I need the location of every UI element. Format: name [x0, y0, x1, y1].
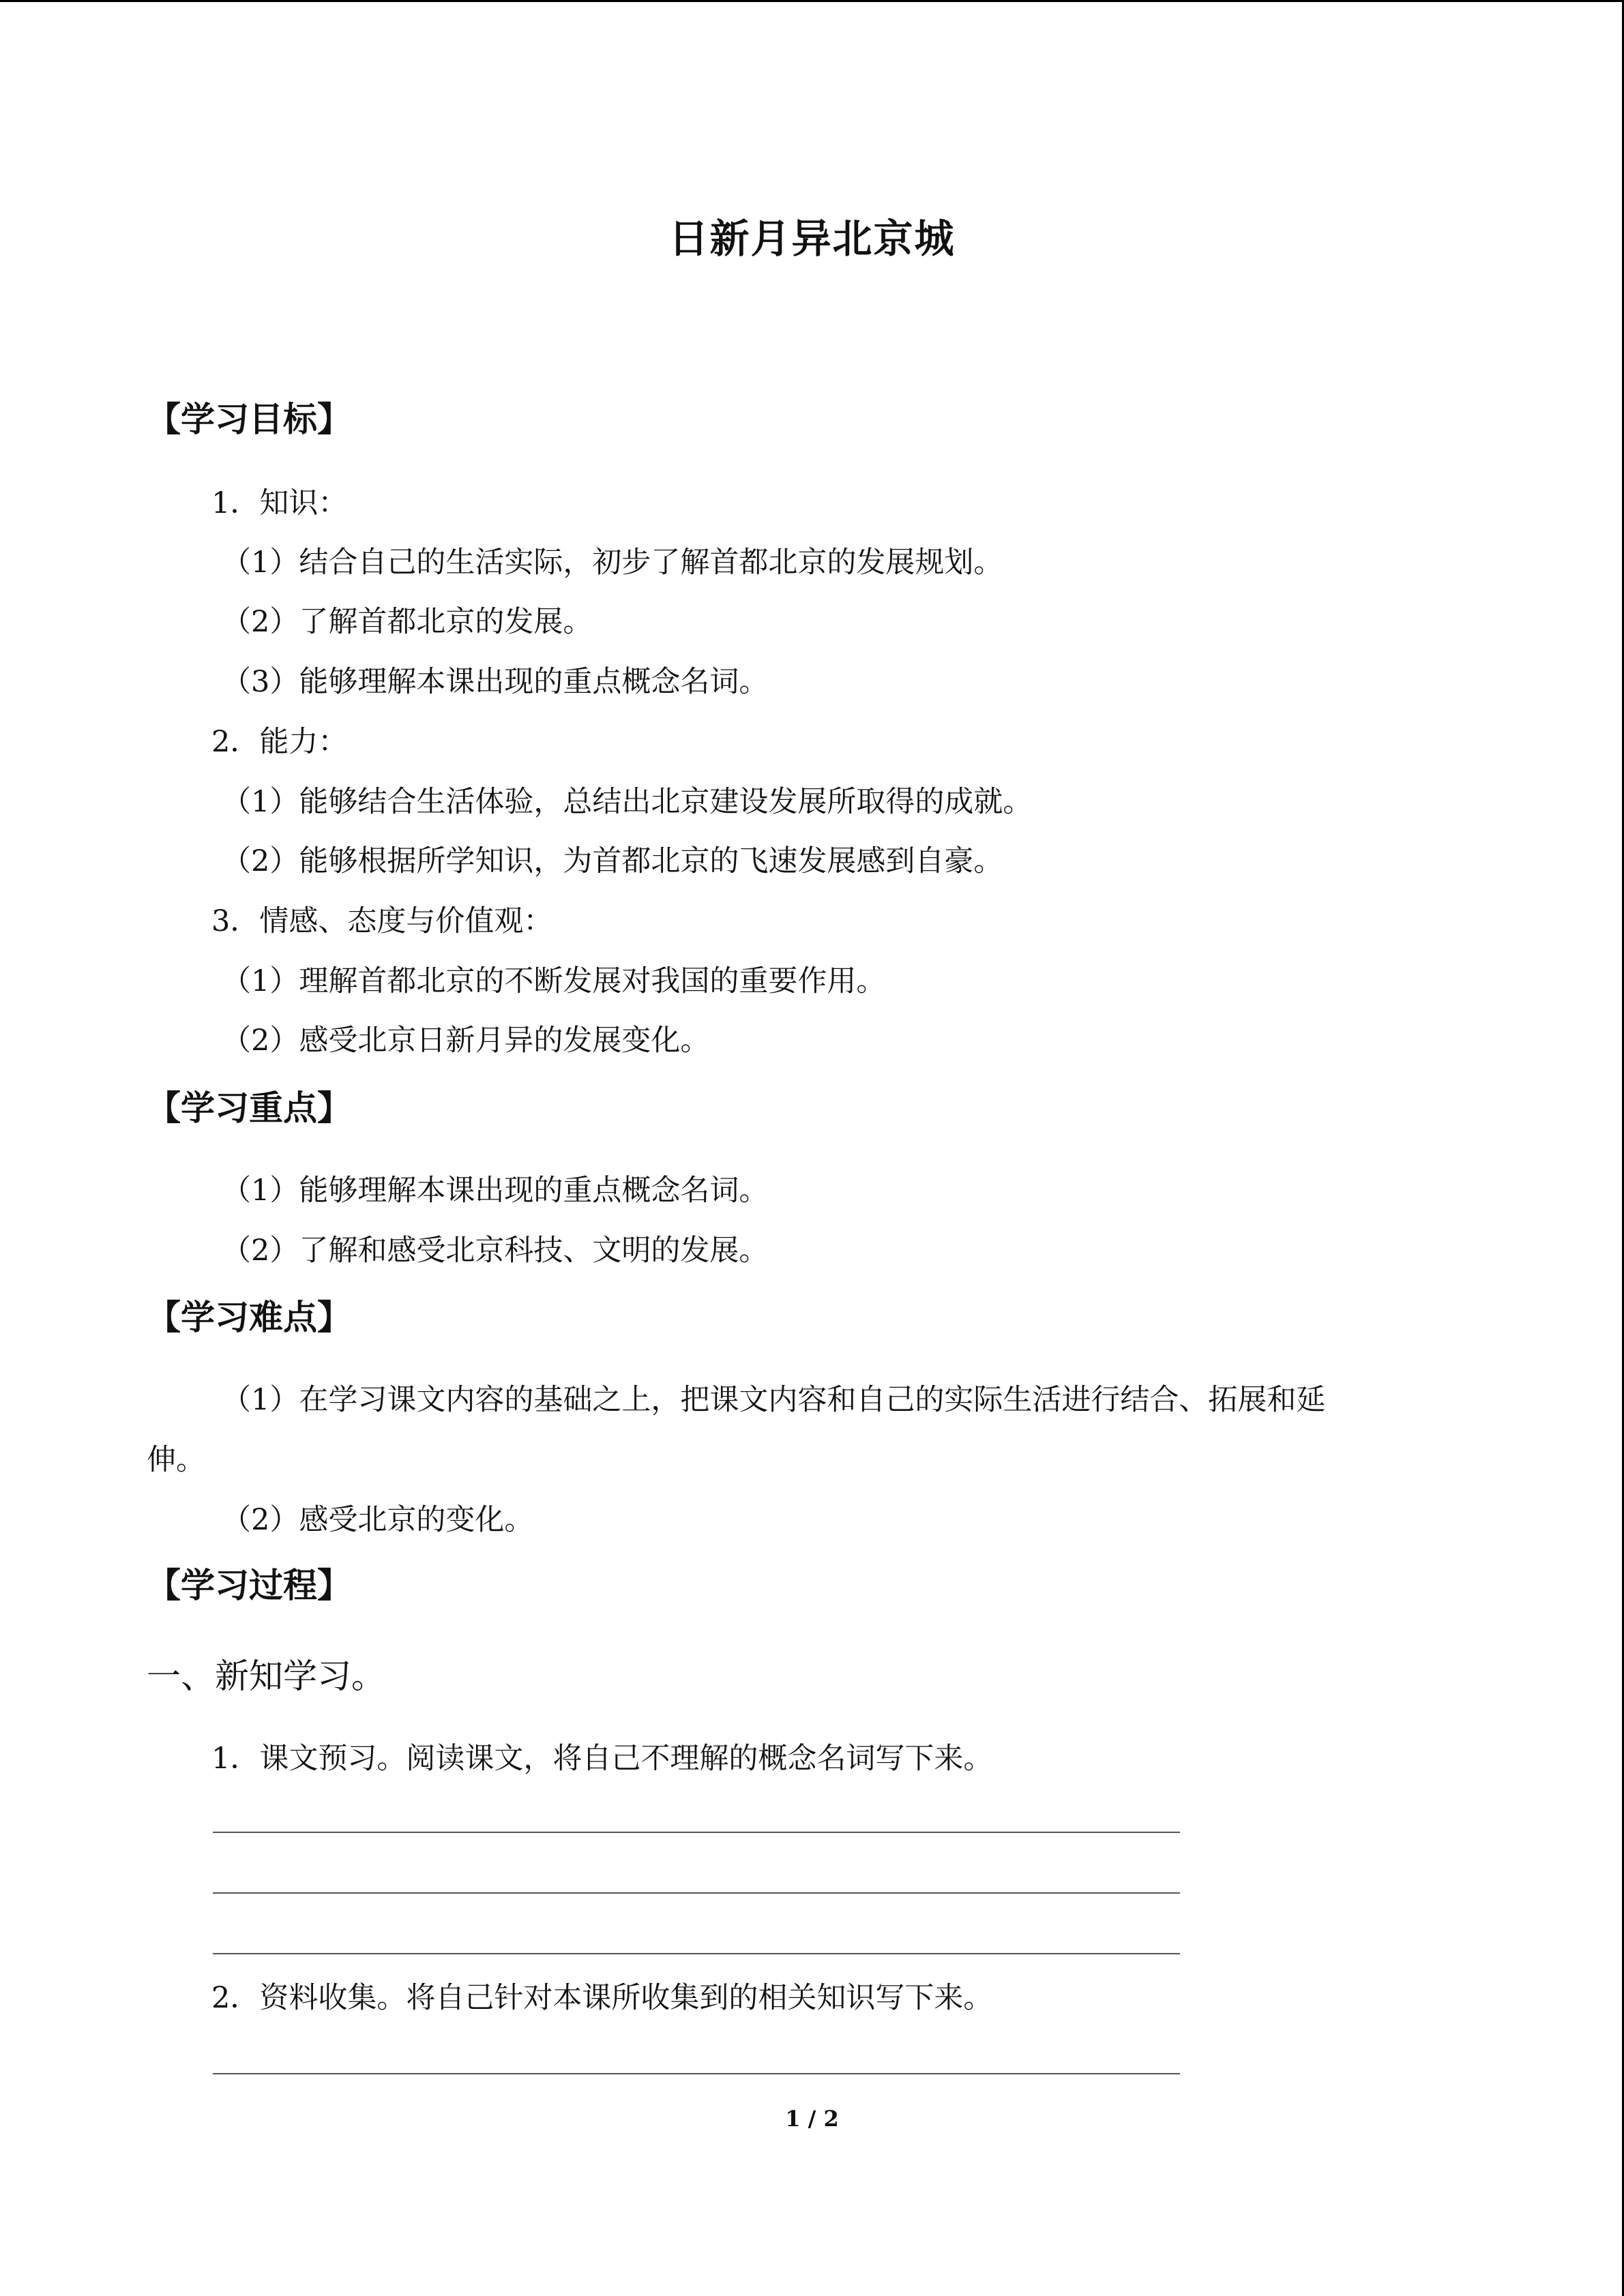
- goal-line: 1．知识：: [211, 486, 348, 520]
- goal-line: （2）感受北京日新月异的发展变化。: [222, 1024, 710, 1058]
- goal-line: （1）能够结合生活体验，总结出北京建设发展所取得的成就。: [222, 785, 1033, 819]
- task-line: 1．课文预习。阅读课文，将自己不理解的概念名词写下来。: [211, 1742, 993, 1776]
- goal-line: （2）能够根据所学知识，为首都北京的飞速发展感到自豪。: [222, 844, 1003, 878]
- goal-line: （1）结合自己的生活实际，初步了解首都北京的发展规划。: [222, 546, 1003, 580]
- answer-blank-line[interactable]: [213, 1892, 1180, 1894]
- difficulty-line: （2）感受北京的变化。: [222, 1503, 534, 1537]
- section-heading-key-points: 【学习重点】: [147, 1088, 351, 1128]
- section-heading-goals: 【学习目标】: [147, 400, 351, 439]
- section-heading-difficulties: 【学习难点】: [147, 1298, 351, 1337]
- task-line: 2．资料收集。将自己针对本课所收集到的相关知识写下来。: [211, 1981, 993, 2015]
- part-one-heading: 一、新知学习。: [147, 1656, 385, 1696]
- goal-line: （1）理解首都北京的不断发展对我国的重要作用。: [222, 964, 886, 998]
- answer-blank-line[interactable]: [213, 1832, 1180, 1833]
- goal-line: （2）了解首都北京的发展。: [222, 605, 593, 639]
- section-heading-process: 【学习过程】: [147, 1566, 351, 1605]
- answer-blank-line[interactable]: [213, 2073, 1180, 2074]
- answer-blank-line[interactable]: [213, 1953, 1180, 1954]
- difficulty-line-continued: 伸。: [147, 1443, 205, 1477]
- page-title: 日新月异北京城: [668, 215, 956, 262]
- key-point-line: （1）能够理解本课出现的重点概念名词。: [222, 1174, 769, 1208]
- goal-line: 3．情感、态度与价值观：: [211, 904, 553, 938]
- key-point-line: （2）了解和感受北京科技、文明的发展。: [222, 1234, 769, 1268]
- page-number: 1 / 2: [785, 2106, 839, 2132]
- top-border: [0, 0, 1624, 2]
- difficulty-line: （1）在学习课文内容的基础之上，把课文内容和自己的实际生活进行结合、拓展和延: [222, 1383, 1326, 1417]
- goal-line: 2．能力：: [211, 725, 348, 759]
- goal-line: （3）能够理解本课出现的重点概念名词。: [222, 665, 769, 699]
